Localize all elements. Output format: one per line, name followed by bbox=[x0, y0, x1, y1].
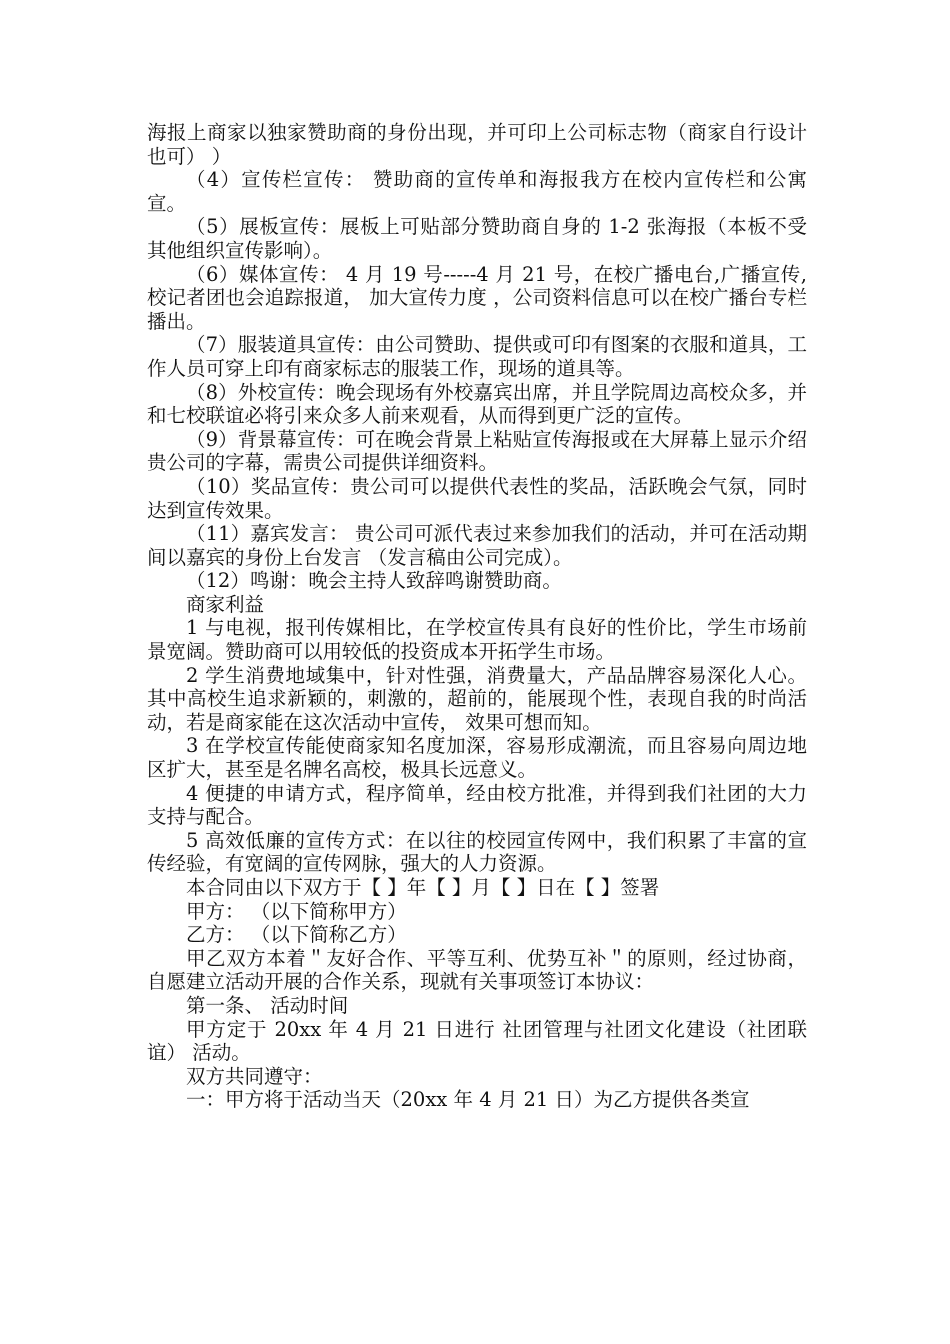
section-heading-merchant-benefits: 商家利益 bbox=[186, 592, 265, 616]
paragraph-sponsor-poster: 海报上商家以独家赞助商的身份出现，并可印上公司标志物（商家自行设计也可） ） bbox=[147, 121, 807, 168]
paragraph-costume-props: （7）服装道具宣传：由公司赞助、提供或可印有图案的衣服和道具，工作人员可穿上印有商家标志的服装工作，现场的道具等。 bbox=[147, 333, 807, 380]
paragraph-bulletin-board: （4）宣传栏宣传： 赞助商的宣传单和海报我方在校内宣传栏和公寓宣。 bbox=[147, 168, 807, 215]
clause-one-paragraph: 一：甲方将于活动当天（20xx 年 4 月 21 日）为乙方提供各类宣 bbox=[186, 1088, 750, 1112]
benefit-item-4: 4 便捷的申请方式，程序简单，经由校方批准，并得到我们社团的大力支持与配合。 bbox=[147, 781, 807, 829]
paragraph-guest-speech: （11）嘉宾发言： 贵公司可派代表过来参加我们的活动，并可在活动期间以嘉宾的身份上台发言 （发言稿由公司完成）。 bbox=[147, 522, 807, 569]
party-a-line: 甲方： （以下简称甲方） bbox=[186, 899, 407, 923]
paragraph-prizes: （10）奖品宣传：贵公司可以提供代表性的奖品，活跃晚会气氛，同时达到宣传效果。 bbox=[147, 474, 807, 522]
contract-signing-line: 本合同由以下双方于【 】年【 】月【 】日在【 】签署 bbox=[186, 876, 660, 899]
paragraph-acknowledgement: （12）鸣谢：晚会主持人致辞鸣谢赞助商。 bbox=[186, 569, 562, 593]
agreement-preamble: 甲乙双方本着＂友好合作、平等互利、优势互补＂的原则，经过协商，自愿建立活动开展的合作关系，现就有关事项签订本协议： bbox=[147, 946, 807, 994]
paragraph-display-board: （5）展板宣传：展板上可贴部分赞助商自身的 1-2 张海报（本板不受其他组织宣传影响）。 bbox=[147, 215, 807, 262]
benefit-item-5: 5 高效低廉的宣传方式：在以往的校园宣传网中，我们积累了丰富的宣传经验，有宽阔的宣传网脉，强大的人力资源。 bbox=[147, 828, 807, 876]
article-one-heading: 第一条、 活动时间 bbox=[186, 993, 349, 1017]
document-body bbox=[147, 121, 807, 1112]
event-date-paragraph: 甲方定于 20xx 年 4 月 21 日进行 社团管理与社团文化建设（社团联谊） 活动。 bbox=[147, 1017, 807, 1065]
benefit-item-1: 1 与电视，报刊传媒相比，在学校宣传具有良好的性价比，学生市场前景宽阔。赞助商可以用较低的投资成本开拓学生市场。 bbox=[147, 616, 807, 664]
paragraph-other-schools: （8）外校宣传：晚会现场有外校嘉宾出席，并且学院周边高校众多，并和七校联谊必将引来众多人前来观看，从而得到更广泛的宣传。 bbox=[147, 380, 807, 428]
paragraph-media: （6）媒体宣传： 4 月 19 号-----4 月 21 号，在校广播电台,广播宣传,校记者团也会追踪报道， 加大宣传力度 ，公司资料信息可以在校广播台专栏播出。 bbox=[147, 262, 807, 333]
benefit-item-2: 2 学生消费地域集中，针对性强，消费量大，产品品牌容易深化人心。其中高校生追求新颖的，刺激的，超前的，能展现个性，表现自我的时尚活动，若是商家能在这次活动中宣传， 效果可想而知。 bbox=[147, 663, 807, 734]
benefit-item-3: 3 在学校宣传能使商家知名度加深，容易形成潮流，而且容易向周边地区扩大，甚至是名牌名高校，极具长远意义。 bbox=[147, 734, 807, 782]
party-b-line: 乙方： （以下简称乙方） bbox=[186, 923, 407, 947]
paragraph-backdrop: （9）背景幕宣传：可在晚会背景上粘贴宣传海报或在大屏幕上显示介绍贵公司的字幕，需贵公司提供详细资料。 bbox=[147, 427, 807, 475]
mutual-compliance-heading: 双方共同遵守： bbox=[186, 1064, 323, 1088]
